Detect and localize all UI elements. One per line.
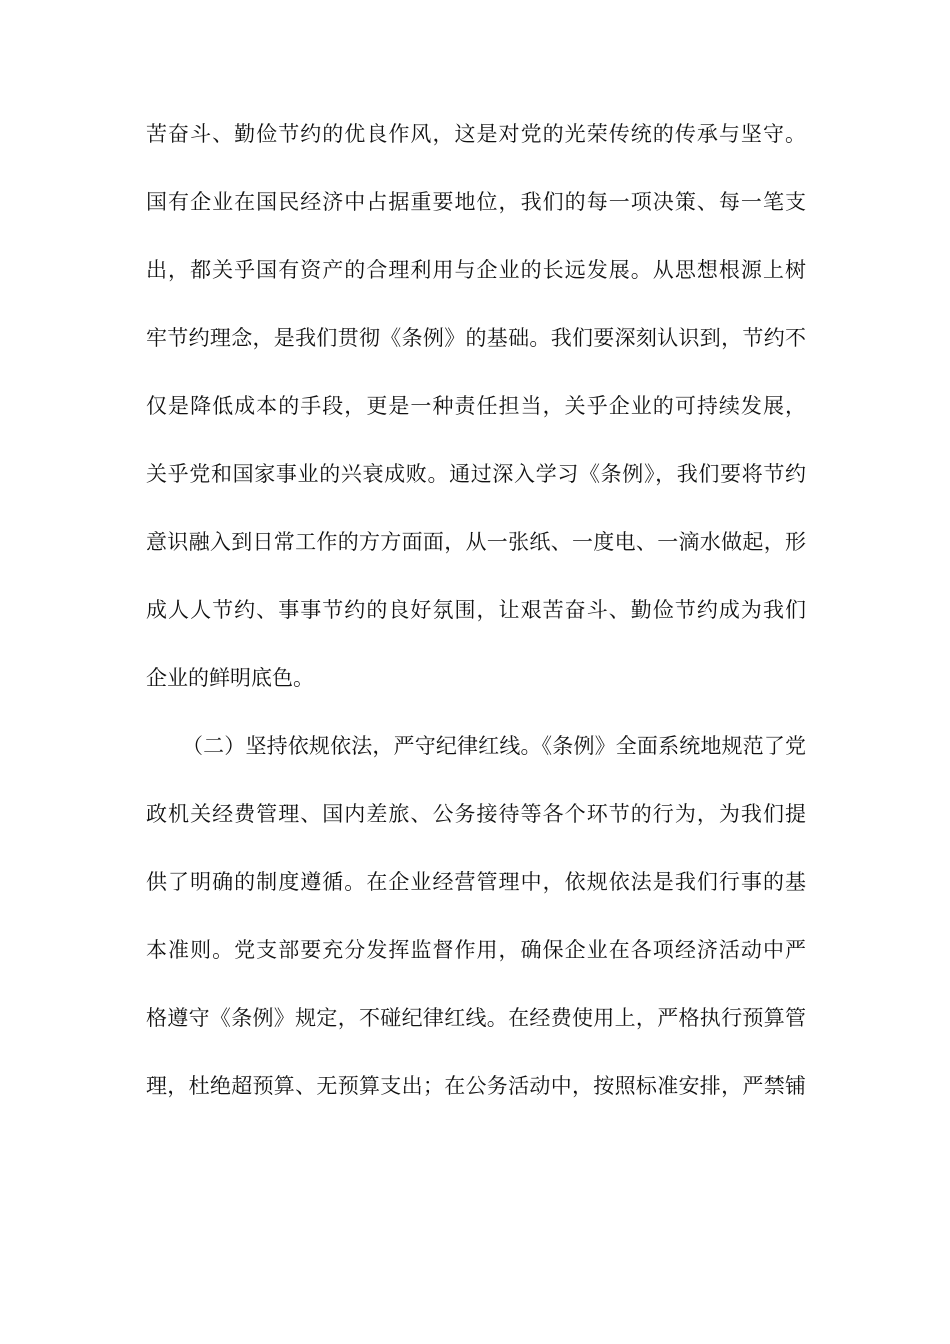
text-line: 理，杜绝超预算、无预算支出；在公务活动中，按照标准安排，严禁铺 — [146, 1074, 806, 1098]
text-line: 成人人节约、事事节约的良好氛围，让艰苦奋斗、勤俭节约成为我们 — [146, 598, 806, 622]
text-line: 关乎党和国家事业的兴衰成败。通过深入学习《条例》，我们要将节约 — [146, 462, 806, 486]
text-line: 意识融入到日常工作的方方面面，从一张纸、一度电、一滴水做起，形 — [146, 530, 806, 554]
text-line: 仅是降低成本的手段，更是一种责任担当，关乎企业的可持续发展， — [146, 394, 806, 418]
text-line: 企业的鲜明底色。 — [146, 666, 314, 690]
text-line: 供了明确的制度遵循。在企业经营管理中，依规依法是我们行事的基 — [146, 870, 806, 894]
text-line: 格遵守《条例》规定，不碰纪律红线。在经费使用上，严格执行预算管 — [146, 1006, 806, 1030]
text-line: 出，都关乎国有资产的合理利用与企业的长远发展。从思想根源上树 — [146, 258, 806, 282]
text-line: 国有企业在国民经济中占据重要地位，我们的每一项决策、每一笔支 — [146, 190, 806, 214]
text-line: 本准则。党支部要充分发挥监督作用，确保企业在各项经济活动中严 — [146, 938, 806, 962]
text-line: 牢节约理念，是我们贯彻《条例》的基础。我们要深刻认识到，节约不 — [146, 326, 806, 350]
text-line: 苦奋斗、勤俭节约的优良作风，这是对党的光荣传统的传承与坚守。 — [146, 122, 806, 146]
document-body — [146, 112, 806, 1132]
section-heading-line: （二）坚持依规依法，严守纪律红线。《条例》全面系统地规范了党 — [182, 734, 806, 758]
text-line: 政机关经费管理、国内差旅、公务接待等各个环节的行为，为我们提 — [146, 802, 806, 826]
